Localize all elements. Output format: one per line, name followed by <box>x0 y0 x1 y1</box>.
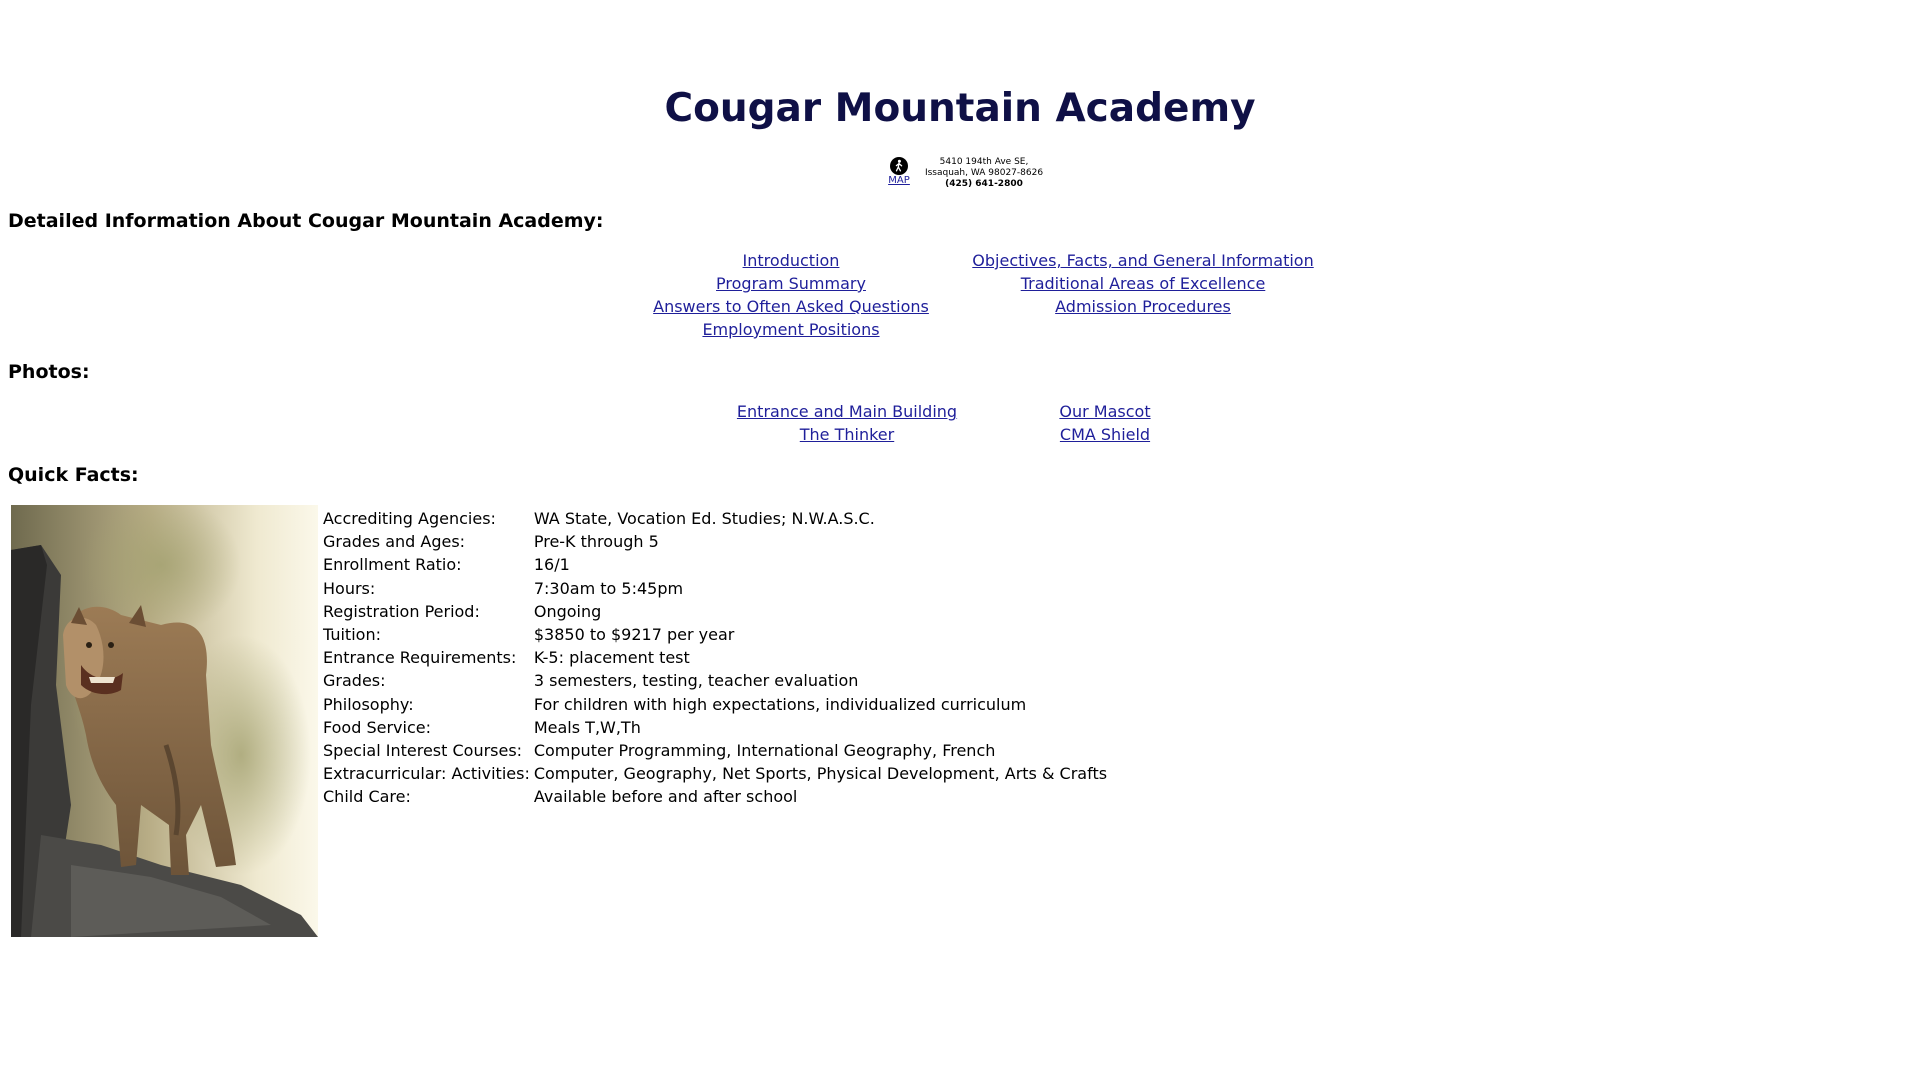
fact-label: Extracurricular: Activities: <box>323 764 530 784</box>
walking-person-icon <box>890 157 908 175</box>
table-row <box>321 762 1109 785</box>
link-employment[interactable]: Employment Positions <box>702 320 880 339</box>
phone-number: (425) 641-2800 <box>945 179 1023 189</box>
fact-label: Grades: <box>323 671 386 691</box>
table-row <box>321 739 1109 762</box>
fact-label: Grades and Ages: <box>323 532 466 552</box>
map-label: MAP <box>888 175 910 186</box>
fact-label: Registration Period: <box>323 601 480 621</box>
photos-heading: Photos: <box>8 361 90 383</box>
link-entrance-building[interactable]: Entrance and Main Building <box>736 402 958 421</box>
table-row <box>321 669 1109 692</box>
fact-value: Meals T,W,Th <box>533 717 641 737</box>
fact-value: WA State, Vocation Ed. Studies; N.W.A.S.C. <box>533 509 875 528</box>
address-block <box>886 156 1056 192</box>
fact-label: Child Care: <box>323 787 411 807</box>
fact-value: K-5: placement test <box>533 648 690 668</box>
photo-links-right-column <box>1010 400 1200 446</box>
fact-value: $3850 to $9217 per year <box>533 624 735 644</box>
fact-label: Food Service: <box>323 717 431 737</box>
fact-value: Available before and after school <box>533 787 798 807</box>
link-objectives[interactable]: Objectives, Facts, and General Information <box>972 251 1314 270</box>
link-our-mascot[interactable]: Our Mascot <box>1059 402 1151 421</box>
fact-label: Enrollment Ratio: <box>323 555 462 575</box>
fact-value: 7:30am to 5:45pm <box>533 578 684 598</box>
address-text <box>916 157 1052 190</box>
info-links-right-column <box>960 249 1326 318</box>
table-row <box>321 785 1109 808</box>
link-cma-shield[interactable]: CMA Shield <box>1059 425 1151 444</box>
map-link[interactable] <box>886 156 912 187</box>
fact-value: 3 semesters, testing, teacher evaluation <box>533 671 859 691</box>
fact-label: Philosophy: <box>323 694 414 714</box>
table-row <box>321 693 1109 716</box>
fact-label: Special Interest Courses: <box>323 740 523 760</box>
photo-links-left-column <box>720 400 974 446</box>
fact-value: Pre-K through 5 <box>533 532 659 552</box>
quick-facts-heading: Quick Facts: <box>8 464 139 486</box>
info-links-left-column <box>650 249 932 341</box>
fact-label: Accrediting Agencies: <box>323 509 496 528</box>
fact-value: Computer, Geography, Net Sports, Physical Development, Arts & Crafts <box>533 764 1108 784</box>
fact-label: Tuition: <box>323 624 381 644</box>
link-faq[interactable]: Answers to Often Asked Questions <box>653 297 929 316</box>
detailed-info-heading: Detailed Information About Cougar Mountain Academy: <box>8 210 604 232</box>
table-row <box>321 530 1109 553</box>
table-row <box>321 716 1109 739</box>
quick-facts-table <box>321 507 1109 808</box>
table-row <box>321 646 1109 669</box>
fact-value: Ongoing <box>533 601 602 621</box>
link-areas-of-excellence[interactable]: Traditional Areas of Excellence <box>1020 274 1266 293</box>
fact-label: Hours: <box>323 578 376 598</box>
fact-value: 16/1 <box>533 555 570 575</box>
fact-label: Entrance Requirements: <box>323 648 517 668</box>
cougar-photo <box>11 505 318 937</box>
fact-value: For children with high expectations, individualized curriculum <box>533 694 1027 714</box>
table-row <box>321 553 1109 576</box>
link-program-summary[interactable]: Program Summary <box>716 274 866 293</box>
fact-value: Computer Programming, International Geography, French <box>533 740 996 760</box>
link-admission-procedures[interactable]: Admission Procedures <box>1055 297 1231 316</box>
address-line-2: Issaquah, WA 98027-8626 <box>924 168 1044 178</box>
table-row <box>321 577 1109 600</box>
link-introduction[interactable]: Introduction <box>742 251 840 270</box>
table-row <box>321 600 1109 623</box>
page-title: Cougar Mountain Academy <box>664 86 1256 131</box>
table-row <box>321 507 1109 530</box>
link-the-thinker[interactable]: The Thinker <box>799 425 895 444</box>
table-row <box>321 623 1109 646</box>
address-line-1: 5410 194th Ave SE, <box>939 157 1029 167</box>
